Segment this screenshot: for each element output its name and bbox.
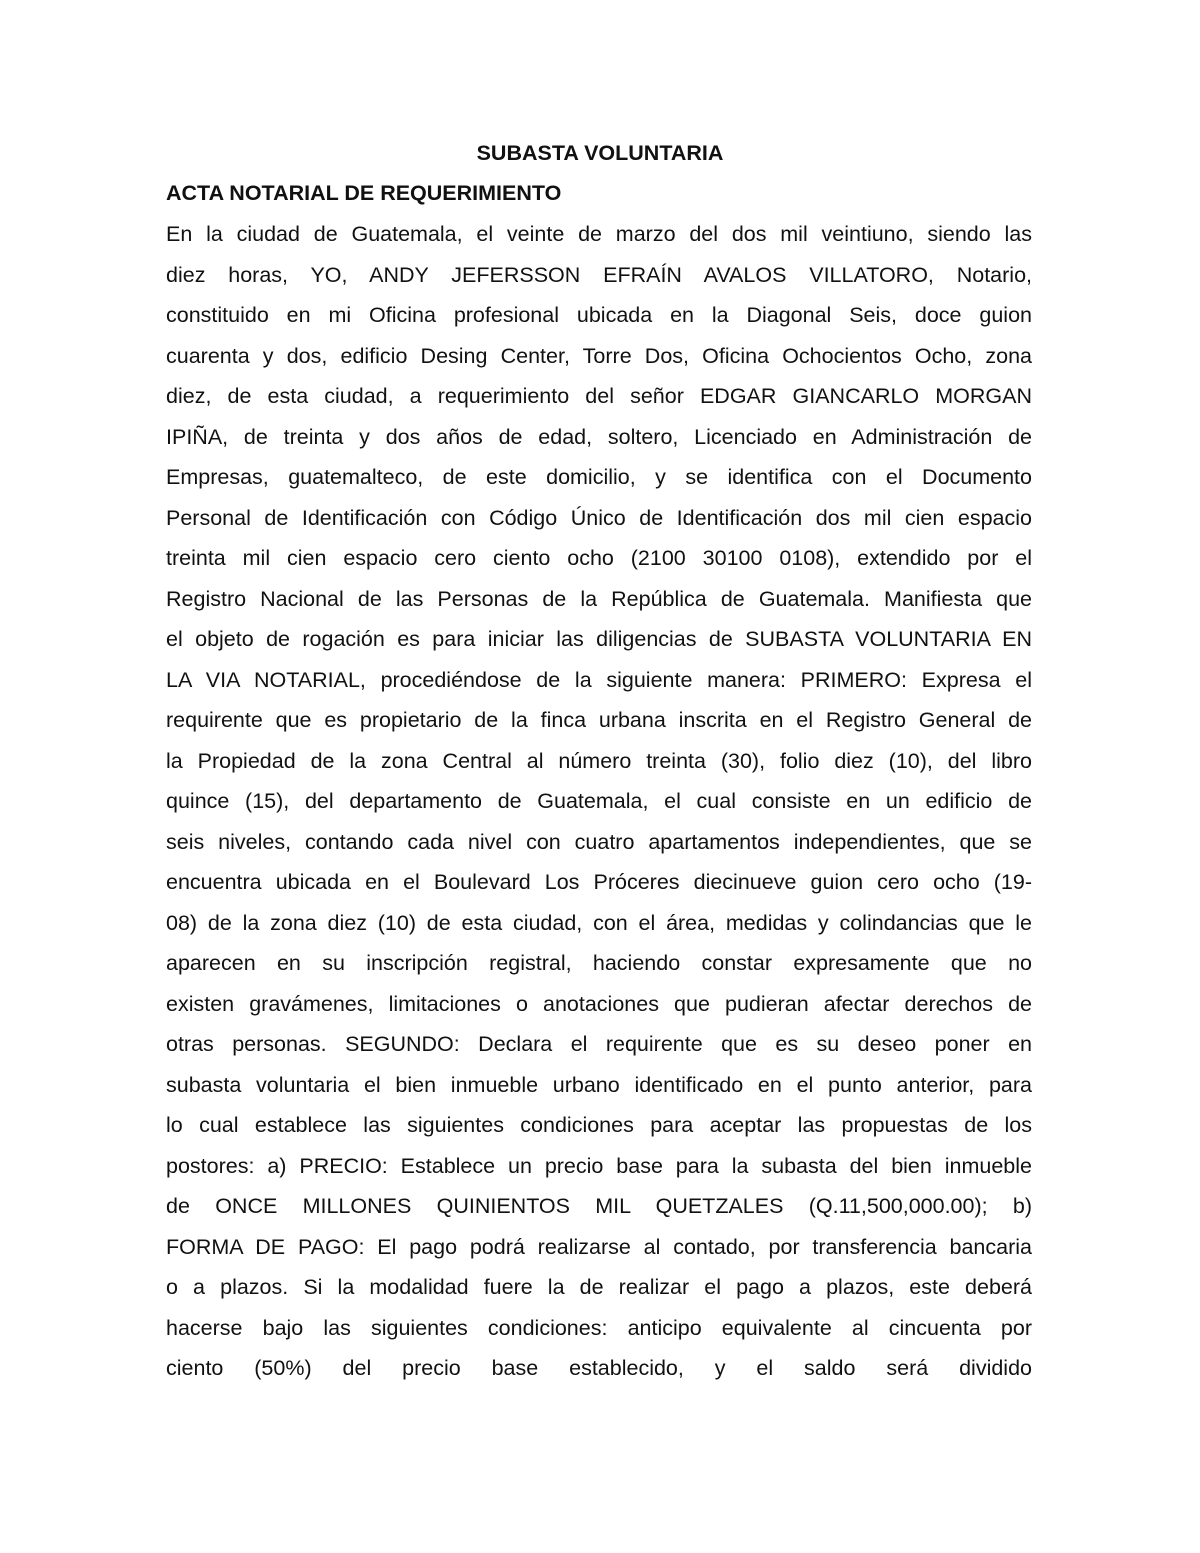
- body-text-line: Empresas, guatemalteco, de este domicilio, y se identifica con el Documento: [166, 465, 1032, 489]
- body-text-line: cuarenta y dos, edificio Desing Center, Torre Dos, Oficina Ochocientos Ocho, zona: [166, 343, 1032, 368]
- body-text-line: IPIÑA, de treinta y dos años de edad, soltero, Licenciado en Administración de: [166, 424, 1032, 449]
- body-text-line: aparecen en su inscripción registral, haciendo constar expresamente que no: [166, 951, 1032, 975]
- body-text-line: 08) de la zona diez (10) de esta ciudad, con el área, medidas y colindancias que le: [166, 910, 1032, 935]
- body-text-line: o a plazos. Si la modalidad fuere la de realizar el pago a plazos, este deberá: [166, 1275, 1032, 1299]
- body-text-line: LA VIA NOTARIAL, procediéndose de la siguiente manera: PRIMERO: Expresa el: [166, 667, 1032, 692]
- body-text-line: Personal de Identificación con Código Único de Identificación dos mil cien espacio: [166, 505, 1032, 530]
- document-title: SUBASTA VOLUNTARIA: [476, 141, 724, 165]
- body-text-line: FORMA DE PAGO: El pago podrá realizarse al contado, por transferencia bancaria: [166, 1234, 1032, 1259]
- body-text-line: En la ciudad de Guatemala, el veinte de marzo del dos mil veintiuno, siendo las: [166, 222, 1032, 246]
- body-text-line: diez, de esta ciudad, a requerimiento del señor EDGAR GIANCARLO MORGAN: [166, 384, 1032, 408]
- document-subtitle: ACTA NOTARIAL DE REQUERIMIENTO: [166, 181, 562, 205]
- body-text-line: requirente que es propietario de la finca urbana inscrita en el Registro General de: [166, 708, 1032, 732]
- body-text-line: hacerse bajo las siguientes condiciones: anticipo equivalente al cincuenta por: [166, 1315, 1032, 1340]
- body-text-line: lo cual establece las siguientes condiciones para aceptar las propuestas de los: [166, 1113, 1032, 1137]
- body-text-line: postores: a) PRECIO: Establece un precio base para la subasta del bien inmueble: [166, 1153, 1032, 1178]
- body-text-line: la Propiedad de la zona Central al número treinta (30), folio diez (10), del libro: [166, 748, 1032, 773]
- body-text-line: ciento (50%) del precio base establecido, y el saldo será dividido: [166, 1356, 1032, 1380]
- body-text-line: otras personas. SEGUNDO: Declara el requirente que es su deseo poner en: [166, 1032, 1032, 1056]
- body-text-line: seis niveles, contando cada nivel con cuatro apartamentos independientes, que se: [166, 829, 1032, 854]
- body-text-line: de ONCE MILLONES QUINIENTOS MIL QUETZALES (Q.11,500,000.00); b): [166, 1194, 1032, 1218]
- body-text-line: subasta voluntaria el bien inmueble urbano identificado en el punto anterior, para: [166, 1072, 1032, 1097]
- body-text-line: treinta mil cien espacio cero ciento ocho (2100 30100 0108), extendido por el: [166, 546, 1032, 570]
- body-text-line: encuentra ubicada en el Boulevard Los Próceres diecinueve guion cero ocho (19-: [166, 870, 1032, 894]
- body-text-line: Registro Nacional de las Personas de la República de Guatemala. Manifiesta que: [166, 586, 1032, 611]
- body-text-line: existen gravámenes, limitaciones o anotaciones que pudieran afectar derechos de: [166, 991, 1032, 1016]
- document-body: [166, 218, 1032, 1393]
- body-text-line: quince (15), del departamento de Guatemala, el cual consiste en un edificio de: [166, 789, 1032, 813]
- body-text-line: constituido en mi Oficina profesional ubicada en la Diagonal Seis, doce guion: [166, 303, 1032, 327]
- body-text-line: diez horas, YO, ANDY JEFERSSON EFRAÍN AVALOS VILLATORO, Notario,: [166, 262, 1032, 287]
- body-text-line: el objeto de rogación es para iniciar las diligencias de SUBASTA VOLUNTARIA EN: [166, 627, 1032, 651]
